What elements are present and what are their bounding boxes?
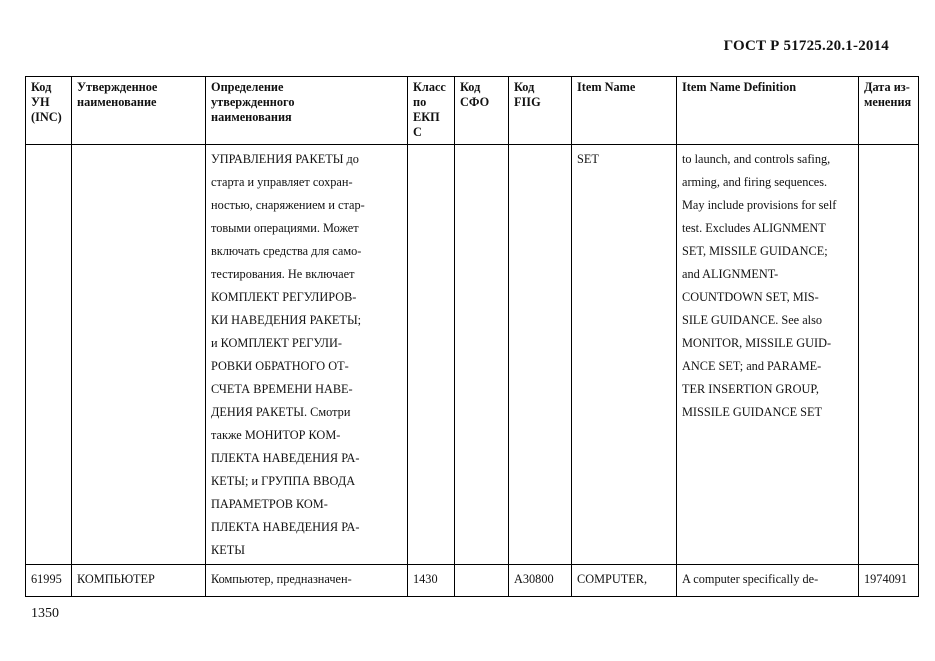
document-standard-number: ГОСТ Р 51725.20.1-2014 (723, 38, 889, 54)
header-class: Класс по ЕКП С (408, 77, 455, 145)
page-number: 1350 (31, 606, 59, 621)
header-fiig: Код FIIG (509, 77, 572, 145)
cell-sfo (455, 565, 509, 597)
cell-change-date (859, 145, 919, 565)
registry-table (25, 76, 919, 597)
cell-item-definition: to launch, and controls safing, arming, and firing sequences. May include provisions for self test. Excludes ALIGNMENT SET, MISSILE GUIDANCE; and ALIGNMENT- COUNTDOWN SET, MIS- SILE GUIDANCE. See also MONITOR, MISSILE GUID- ANCE SET; and PARAME- TER INSERTION GROUP, MISSILE GUIDANCE SET (677, 145, 859, 565)
cell-code: 61995 (26, 565, 72, 597)
cell-class: 1430 (408, 565, 455, 597)
header-definition: Определение утвержденного наименования (206, 77, 408, 145)
cell-name (72, 145, 206, 565)
cell-class (408, 145, 455, 565)
cell-item-name: SET (572, 145, 677, 565)
cell-fiig: A30800 (509, 565, 572, 597)
header-change-date: Дата из- менения (859, 77, 919, 145)
header-item-name: Item Name (572, 77, 677, 145)
table-header-row (26, 77, 919, 145)
table-row (26, 145, 919, 565)
cell-definition: УПРАВЛЕНИЯ РАКЕТЫ до старта и управляет сохран- ностью, снаряжением и стар- товыми операциями. Может включать средства для само- тестирования. Не включает КОМПЛЕКТ РЕГУЛИРОВ- КИ НАВЕДЕНИЯ РАКЕТЫ; и КОМПЛЕКТ РЕГУЛИ- РОВКИ ОБРАТНОГО ОТ- СЧЕТА ВРЕМЕНИ НАВЕ- ДЕНИЯ РАКЕТЫ. Смотри также МОНИТОР КОМ- ПЛЕКТА НАВЕДЕНИЯ РА- КЕТЫ; и ГРУППА ВВОДА ПАРАМЕТРОВ КОМ- ПЛЕКТА НАВЕДЕНИЯ РА- КЕТЫ (206, 145, 408, 565)
cell-item-name: COMPUTER, (572, 565, 677, 597)
table-row (26, 565, 919, 597)
cell-sfo (455, 145, 509, 565)
header-approved-name: Утвержденное наименование (72, 77, 206, 145)
header-sfo: Код СФО (455, 77, 509, 145)
header-item-definition: Item Name Definition (677, 77, 859, 145)
cell-item-definition: A computer specifically de- (677, 565, 859, 597)
cell-change-date: 1974091 (859, 565, 919, 597)
cell-definition: Компьютер, предназначен- (206, 565, 408, 597)
cell-fiig (509, 145, 572, 565)
cell-name: КОМПЬЮТЕР (72, 565, 206, 597)
header-code: Код УН (INC) (26, 77, 72, 145)
cell-code (26, 145, 72, 565)
